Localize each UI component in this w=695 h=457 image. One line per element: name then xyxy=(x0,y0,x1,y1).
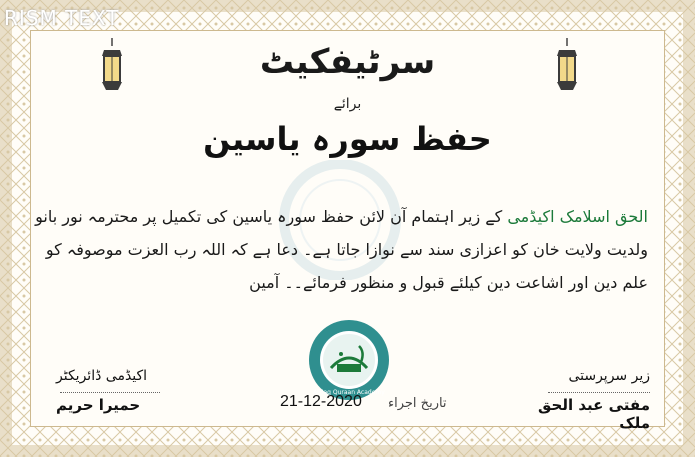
certificate-body xyxy=(35,200,648,299)
director-title: اکیڈمی ڈائریکٹر xyxy=(56,368,148,384)
body-line-1-text: کے زیر اہتمام آن لائن حفظ سورہ یاسین کی تکمیل پر محترمہ xyxy=(87,207,503,226)
logo-seal-text: AlHaq Quraan Academy xyxy=(313,389,385,396)
certificate-subject: حفظ سورہ یاسین xyxy=(203,120,492,158)
body-line-3: علم دین اور اشاعت دین کیلئے قبول و منظور فرمائے۔۔ آمین xyxy=(249,273,648,292)
body-line-2-text: کو اعزازی سند سے نوازا جاتا ہے۔ دعا ہے کہ اللہ رب العزت موصوفہ کو xyxy=(45,240,529,259)
body-line-2 xyxy=(45,233,648,266)
body-line-1 xyxy=(35,200,648,233)
director-name: حمیرا حریم xyxy=(56,396,141,414)
academy-logo-seal-icon xyxy=(307,318,391,402)
academy-name: الحق اسلامک اکیڈمی xyxy=(507,207,648,226)
issue-date-label: تاریخ اجراء xyxy=(388,396,447,411)
watermark-text: RISM TEXT xyxy=(4,6,120,30)
patron-signature-line xyxy=(548,392,650,393)
director-signature-line xyxy=(60,392,160,393)
father-label: ولدیت ولایت xyxy=(564,240,648,259)
patron-title: زیر سرپرستی xyxy=(568,368,650,384)
father-name: خان xyxy=(533,240,560,259)
for-label: برائے xyxy=(333,96,362,112)
patron-name: مفتی عبد الحق ملک xyxy=(538,396,650,432)
certificate-title: سرٹیفکیٹ xyxy=(259,42,436,82)
student-name: نور بانو xyxy=(35,207,83,226)
issue-date: 21-12-2020 xyxy=(280,393,362,410)
